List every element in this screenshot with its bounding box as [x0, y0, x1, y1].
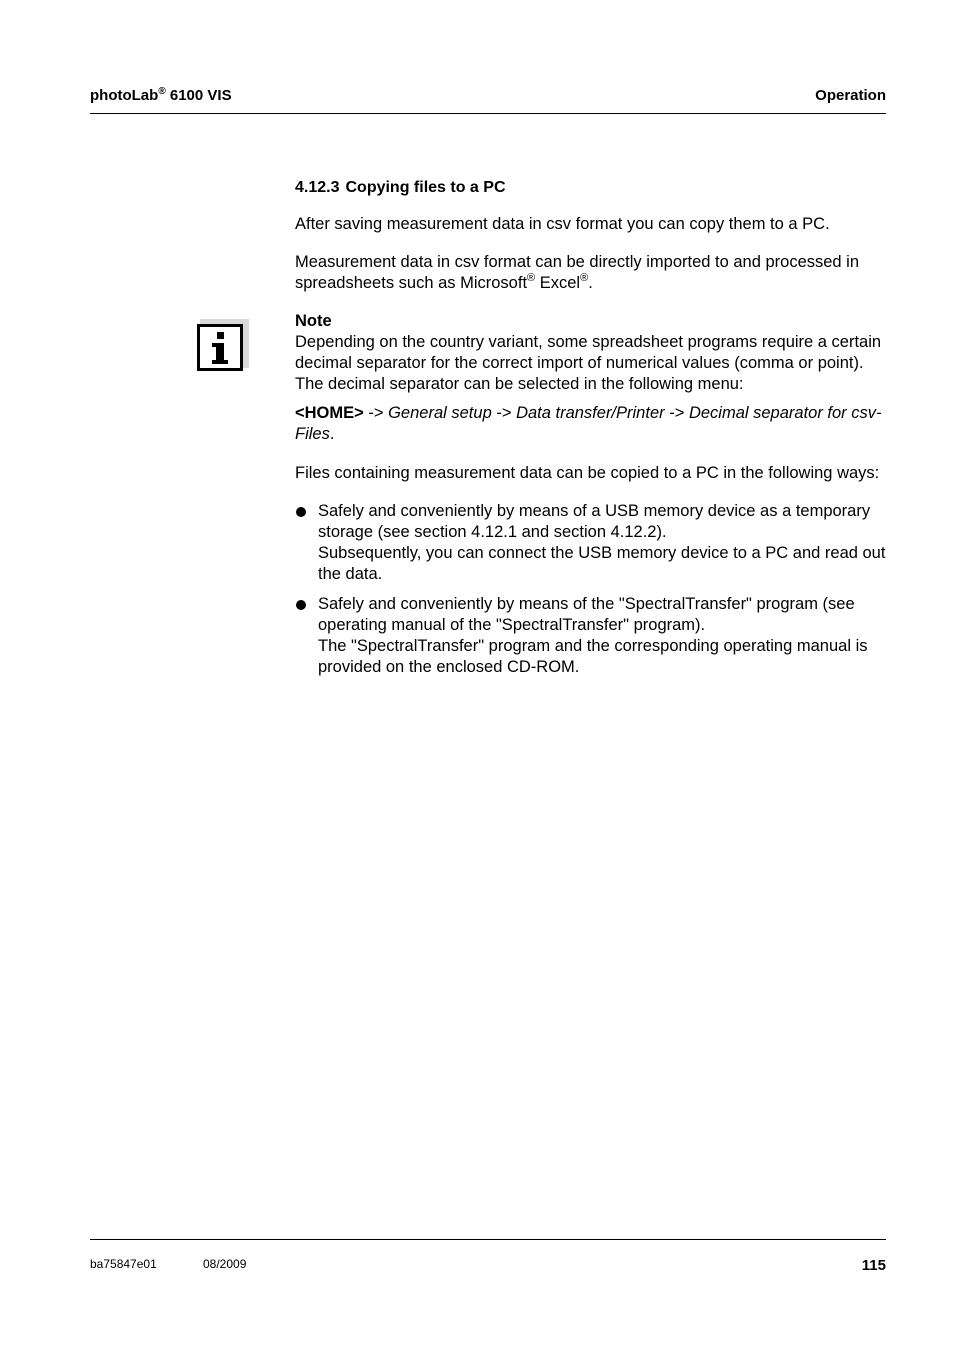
note-title: Note	[295, 312, 332, 330]
footer-rule	[90, 1239, 886, 1240]
header-product: photoLab® 6100 VIS	[90, 86, 232, 104]
paragraph-import: Measurement data in csv format can be directly imported to and processed in spreadsheets such as Microsoft® Excel®.	[295, 253, 860, 292]
header-chapter: Operation	[815, 87, 886, 104]
footer-date: 08/2009	[203, 1257, 247, 1271]
ways-list	[295, 501, 887, 678]
bullet-icon	[296, 507, 306, 517]
bullet-icon	[296, 600, 306, 610]
paragraph-copy: After saving measurement data in csv format you can copy them to a PC.	[295, 215, 830, 233]
paragraph-ways: Files containing measurement data can be copied to a PC in the following ways:	[295, 464, 880, 482]
page-number: 115	[861, 1257, 886, 1274]
info-icon	[197, 319, 249, 372]
menu-path: <HOME> -> General setup -> Data transfer/Printer -> Decimal separator for csv-Files.	[295, 404, 882, 443]
list-item: Safely and conveniently by means of the "SpectralTransfer" program (see operating manual of the "SpectralTransfer" program). The "SpectralTransfer" program and the corresponding operating manual is provided on the enclosed CD-ROM.	[295, 594, 887, 678]
header-rule	[90, 113, 886, 114]
section-heading: 4.12.3 Copying files to a PC	[295, 179, 506, 196]
main-content	[295, 177, 887, 687]
footer-doc-id: ba75847e01	[90, 1257, 157, 1271]
registered-mark: ®	[158, 86, 166, 97]
list-item: Safely and conveniently by means of a USB memory device as a temporary storage (see section 4.12.1 and section 4.12.2). Subsequently, you can connect the USB memory device to a PC and read out the data.	[295, 501, 887, 585]
note-text: Depending on the country variant, some spreadsheet programs require a certain decimal separator for the correct import of numerical values (comma or point). The decimal separator can be selected in the following menu:	[295, 333, 882, 393]
